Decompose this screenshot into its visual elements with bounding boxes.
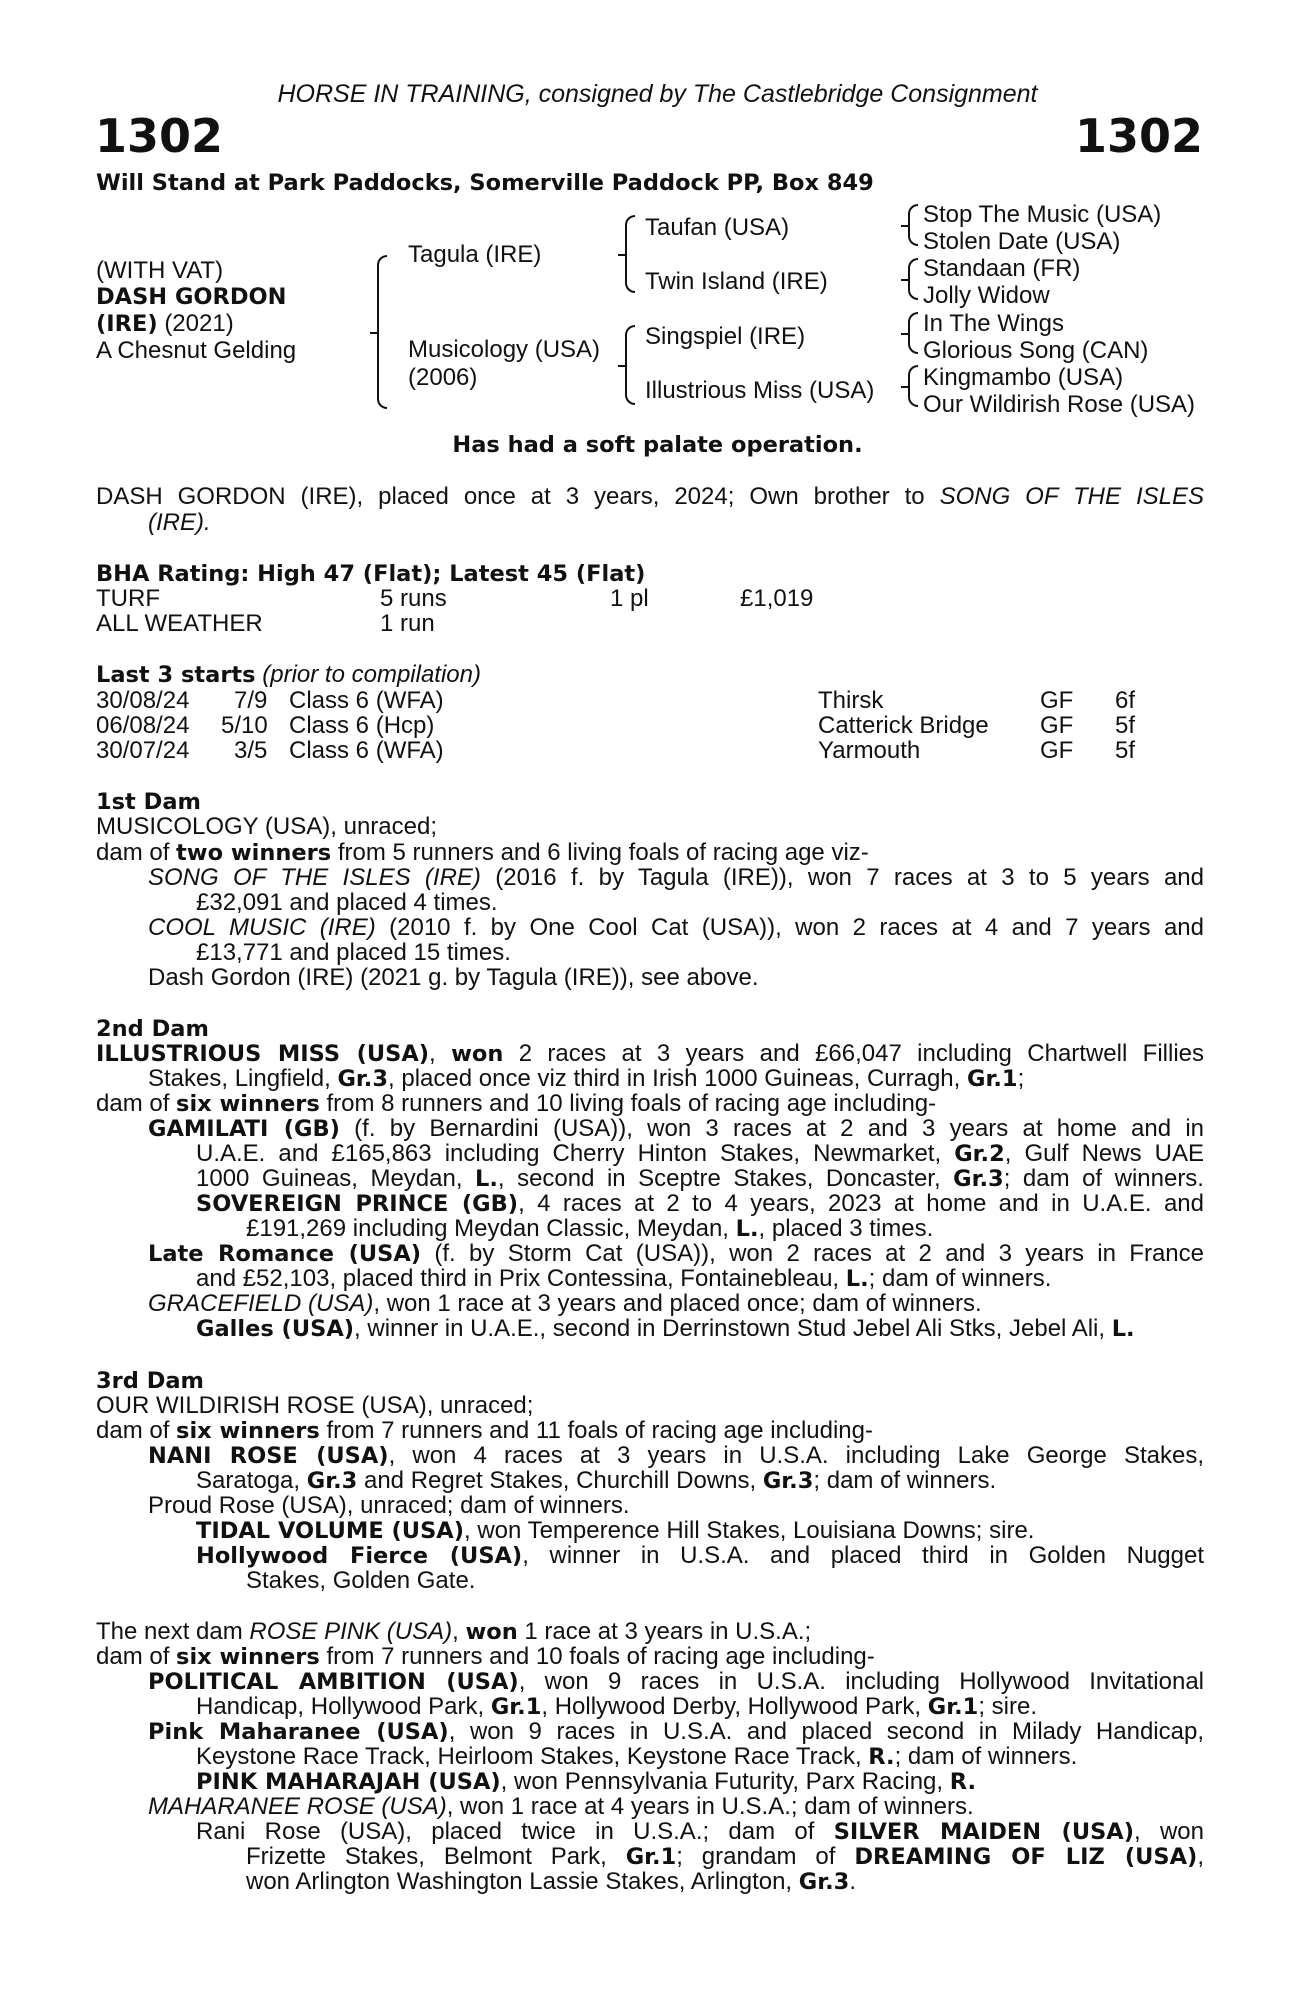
- start-position: 7/9: [234, 687, 268, 714]
- start-position: 3/5: [234, 737, 268, 764]
- next-dam-line: Keystone Race Track, Heirloom Stakes, Keystone Race Track, R.; dam of winners.: [196, 1743, 1078, 1770]
- summary-line-2: (IRE).: [148, 509, 211, 536]
- pedigree-dam-year: (2006): [408, 364, 478, 391]
- second-dam-line: Stakes, Lingfield, Gr.3, placed once viz third in Irish 1000 Guineas, Curragh, Gr.1;: [148, 1065, 1025, 1092]
- start-going: GF: [1040, 737, 1074, 764]
- first-dam-line: MUSICOLOGY (USA), unraced;: [96, 813, 437, 840]
- last-starts-title: [96, 662, 481, 688]
- next-dam-line: dam of six winners from 7 runners and 10 foals of racing age including-: [96, 1643, 875, 1670]
- start-course: Yarmouth: [818, 737, 921, 764]
- pedigree-brace-sire: [625, 215, 635, 293]
- start-distance: 5f: [1115, 737, 1136, 764]
- start-race: Class 6 (WFA): [289, 687, 444, 714]
- second-dam-line: SOVEREIGN PRINCE (GB), 4 races at 2 to 4 years, 2023 at home and in U.A.E. and: [196, 1190, 1204, 1217]
- rating-placed-turf: 1 pl: [610, 585, 649, 612]
- second-dam-title: 2nd Dam: [96, 1016, 209, 1042]
- second-dam-line: and £52,103, placed third in Prix Contessina, Fontainebleau, L.; dam of winners.: [196, 1265, 1052, 1292]
- second-dam-line: GAMILATI (GB) (f. by Bernardini (USA)), won 3 races at 2 and 3 years at home and in: [148, 1115, 1204, 1142]
- summary-text: DASH GORDON (IRE), placed once at 3 years, 2024; Own brother to: [96, 483, 940, 510]
- last-starts-heading: Last 3 starts: [96, 662, 256, 688]
- pedigree-g8: Our Wildirish Rose (USA): [923, 391, 1196, 418]
- first-dam-line: £32,091 and placed 4 times.: [196, 889, 498, 916]
- start-course: Thirsk: [818, 687, 884, 714]
- start-distance: 6f: [1115, 687, 1136, 714]
- second-dam-line: dam of six winners from 8 runners and 10 living foals of racing age including-: [96, 1090, 937, 1117]
- second-dam-line: Late Romance (USA) (f. by Storm Cat (USA)), won 2 races at 2 and 3 years in France: [148, 1240, 1205, 1267]
- next-dam-line: Rani Rose (USA), placed twice in U.S.A.; dam of SILVER MAIDEN (USA), won: [196, 1818, 1204, 1845]
- start-going: GF: [1040, 687, 1074, 714]
- lot-number-right: 1302: [1074, 109, 1203, 163]
- pedigree-brace-dam: [625, 325, 635, 405]
- next-dam-line: Pink Maharanee (USA), won 9 races in U.S.A. and placed second in Milady Handicap,: [148, 1718, 1204, 1745]
- third-dam-line: Proud Rose (USA), unraced; dam of winners.: [148, 1492, 630, 1519]
- next-dam-line: Handicap, Hollywood Park, Gr.1, Hollywood Derby, Hollywood Park, Gr.1; sire.: [196, 1693, 1037, 1720]
- third-dam-line: dam of six winners from 7 runners and 11 foals of racing age including-: [96, 1417, 873, 1444]
- pedigree-g3: Standaan (FR): [923, 255, 1081, 282]
- rating-prize-turf: £1,019: [740, 585, 814, 612]
- start-distance: 5f: [1115, 712, 1136, 739]
- pedigree-g6: Glorious Song (CAN): [923, 337, 1149, 364]
- third-dam-title: 3rd Dam: [96, 1368, 204, 1394]
- next-dam-line: MAHARANEE ROSE (USA), won 1 race at 4 years in U.S.A.; dam of winners.: [148, 1793, 974, 1820]
- rating-runs-aw: 1 run: [380, 610, 435, 637]
- start-date: 30/07/24: [96, 737, 190, 764]
- horse-description: A Chesnut Gelding: [96, 337, 297, 364]
- last-starts-subtitle: (prior to compilation): [262, 661, 481, 688]
- stand-location: Will Stand at Park Paddocks, Somerville Paddock PP, Box 849: [96, 170, 874, 196]
- pedigree-dam-sire: Singspiel (IRE): [645, 323, 806, 350]
- start-date: 06/08/24: [96, 712, 190, 739]
- second-dam-line: 1000 Guineas, Meydan, L., second in Sceptre Stakes, Doncaster, Gr.3; dam of winners.: [196, 1165, 1204, 1192]
- veterinary-note: Has had a soft palate operation.: [452, 432, 863, 458]
- summary-line-1: [96, 484, 1204, 510]
- pedigree-dam: Musicology (USA): [408, 336, 601, 363]
- pedigree-brace-g2: [908, 258, 918, 300]
- third-dam-line: Hollywood Fierce (USA), winner in U.S.A. and placed third in Golden Nugget: [196, 1542, 1204, 1569]
- pedigree-brace-main: [377, 255, 387, 409]
- rating-surface-aw: ALL WEATHER: [96, 610, 263, 637]
- first-dam-line: dam of two winners from 5 runners and 6 living foals of racing age viz-: [96, 839, 869, 866]
- next-dam-line: Frizette Stakes, Belmont Park, Gr.1; grandam of DREAMING OF LIZ (USA),: [246, 1843, 1204, 1870]
- rating-surface-turf: TURF: [96, 585, 160, 612]
- rating-title: BHA Rating: High 47 (Flat); Latest 45 (Flat): [96, 561, 646, 587]
- second-dam-line: Galles (USA), winner in U.A.E., second in Derrinstown Stud Jebel Ali Stks, Jebel Ali, L.: [196, 1315, 1135, 1342]
- summary-sibling: SONG OF THE ISLES: [939, 483, 1204, 510]
- first-dam-line: SONG OF THE ISLES (IRE) (2016 f. by Tagula (IRE)), won 7 races at 3 to 5 years and: [148, 864, 1204, 891]
- pedigree-g4: Jolly Widow: [923, 282, 1050, 309]
- rating-runs-turf: 5 runs: [380, 585, 447, 612]
- next-dam-line: PINK MAHARAJAH (USA), won Pennsylvania Futurity, Parx Racing, R.: [196, 1768, 977, 1795]
- pedigree-brace-g1: [908, 204, 918, 246]
- first-dam-line: COOL MUSIC (IRE) (2010 f. by One Cool Cat (USA)), won 2 races at 4 and 7 years and: [148, 914, 1204, 941]
- pedigree-sire-dam: Twin Island (IRE): [645, 268, 828, 295]
- start-position: 5/10: [221, 712, 268, 739]
- first-dam-line: Dash Gordon (IRE) (2021 g. by Tagula (IRE)), see above.: [148, 964, 759, 991]
- next-dam-line: won Arlington Washington Lassie Stakes, Arlington, Gr.3.: [246, 1868, 856, 1895]
- pedigree-sire-sire: Taufan (USA): [645, 214, 790, 241]
- third-dam-line: NANI ROSE (USA), won 4 races at 3 years in U.S.A. including Lake George Stakes,: [148, 1442, 1204, 1469]
- start-course: Catterick Bridge: [818, 712, 989, 739]
- first-dam-line: £13,771 and placed 15 times.: [196, 939, 511, 966]
- lot-number-left: 1302: [95, 109, 224, 163]
- first-dam-title: 1st Dam: [96, 789, 201, 815]
- second-dam-line: GRACEFIELD (USA), won 1 race at 3 years and placed once; dam of winners.: [148, 1290, 982, 1317]
- next-dam-line: The next dam ROSE PINK (USA), won 1 race at 3 years in U.S.A.;: [96, 1618, 812, 1645]
- next-dam-line: POLITICAL AMBITION (USA), won 9 races in U.S.A. including Hollywood Invitational: [148, 1668, 1204, 1695]
- start-race: Class 6 (Hcp): [289, 712, 435, 739]
- start-race: Class 6 (WFA): [289, 737, 444, 764]
- second-dam-line: £191,269 including Meydan Classic, Meydan, L., placed 3 times.: [246, 1215, 934, 1242]
- pedigree-g2: Stolen Date (USA): [923, 228, 1121, 255]
- horse-name-text: DASH GORDON: [96, 284, 287, 310]
- vat-label: (WITH VAT): [96, 257, 224, 284]
- third-dam-line: Saratoga, Gr.3 and Regret Stakes, Churchill Downs, Gr.3; dam of winners.: [196, 1467, 997, 1494]
- horse-name: [96, 283, 287, 311]
- horse-country: (IRE): [96, 311, 158, 337]
- horse-country-year: [96, 310, 234, 338]
- pedigree-g5: In The Wings: [923, 310, 1064, 337]
- start-date: 30/08/24: [96, 687, 190, 714]
- pedigree-dam-dam: Illustrious Miss (USA): [645, 377, 875, 404]
- consignor-line: HORSE IN TRAINING, consigned by The Castlebridge Consignment: [277, 80, 1038, 108]
- pedigree-brace-g4: [908, 365, 918, 407]
- pedigree-sire: Tagula (IRE): [408, 241, 542, 268]
- third-dam-line: OUR WILDIRISH ROSE (USA), unraced;: [96, 1392, 534, 1419]
- pedigree-g7: Kingmambo (USA): [923, 364, 1124, 391]
- pedigree-brace-g3: [908, 312, 918, 354]
- horse-year: (2021): [164, 310, 234, 337]
- second-dam-line: ILLUSTRIOUS MISS (USA), won 2 races at 3 years and £66,047 including Chartwell Fillies: [96, 1040, 1204, 1067]
- second-dam-line: U.A.E. and £165,863 including Cherry Hinton Stakes, Newmarket, Gr.2, Gulf News UAE: [196, 1140, 1205, 1167]
- third-dam-line: TIDAL VOLUME (USA), won Temperence Hill Stakes, Louisiana Downs; sire.: [196, 1517, 1035, 1544]
- pedigree-g1: Stop The Music (USA): [923, 201, 1162, 228]
- start-going: GF: [1040, 712, 1074, 739]
- third-dam-line: Stakes, Golden Gate.: [246, 1567, 476, 1594]
